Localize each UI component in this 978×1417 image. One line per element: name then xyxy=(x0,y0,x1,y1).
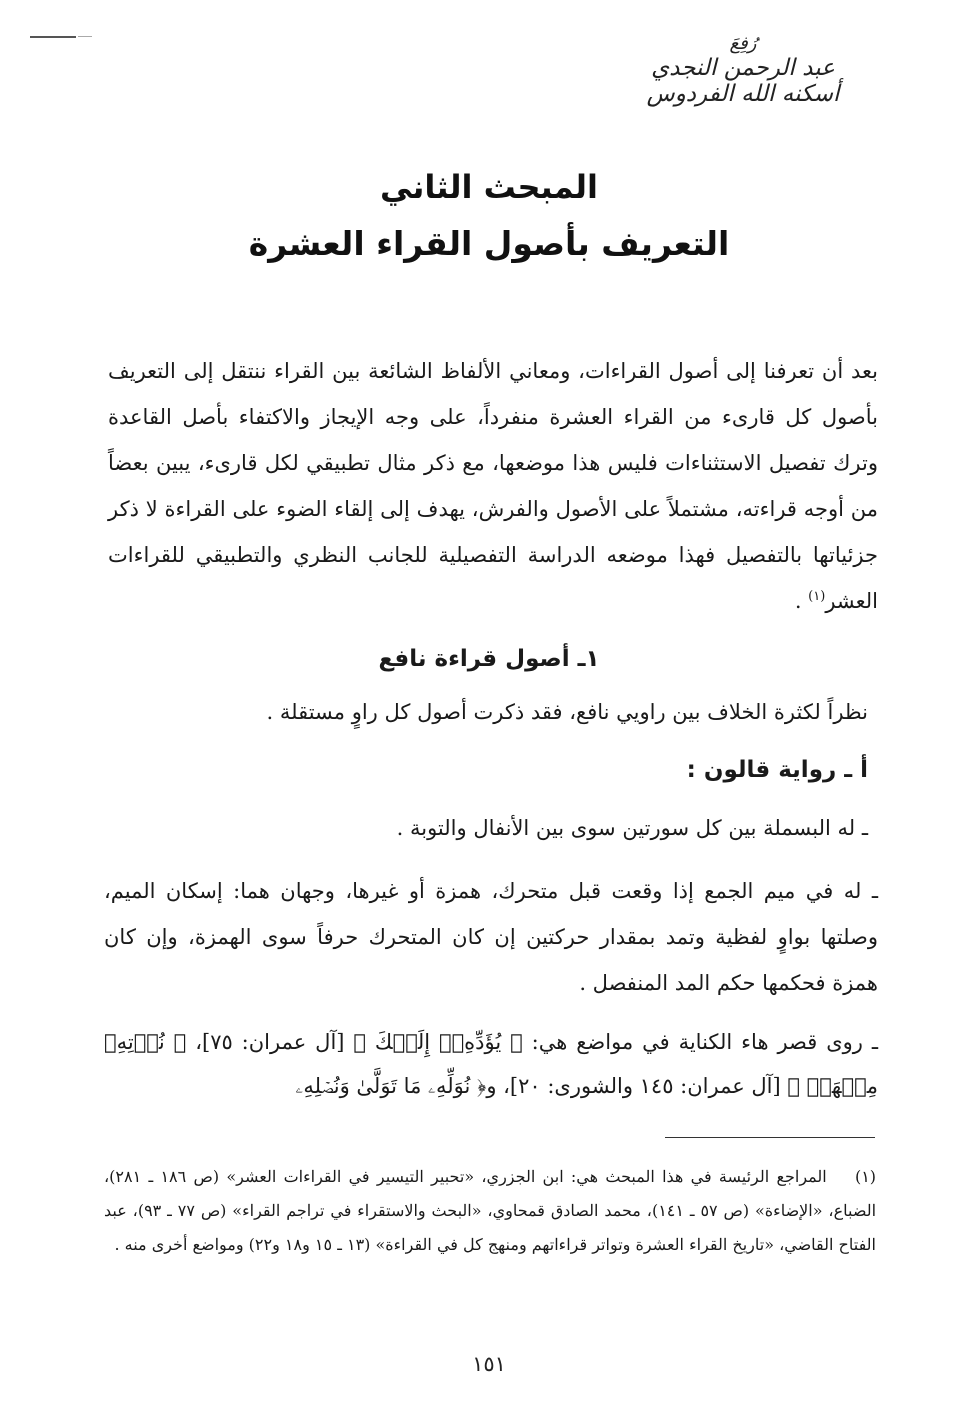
chapter-title: المبحث الثاني xyxy=(379,168,599,206)
intro-paragraph-text: بعد أن تعرفنا إلى أصول القراءات، ومعاني الألفاظ الشائعة بين القراء ننتقل إلى التعريف بأصول كل قارىء من القراء العشرة منفرداً، على وجه الإيجاز والاكتفاء بأصل القاعدة وترك تفصيل الاستثناءات فليس هذا موضعها، مع ذكر مثال تطبيقي لكل قارىء، يبين بعضاً من أوجه قراءته، مشتملاً على الأصول والفرش، يهدف إلى إلقاء الضوء على القراءة لا ذكر جزئياتها بالتفصيل فهذا موضعه الدراسة التفصيلية للجانب النظري والتطبيقي للقراءات العشر xyxy=(108,359,878,613)
footnote-text: المراجع الرئيسة في هذا المبحث هي: ابن الجزري، «تحبير التيسير في القراءات العشر» (ص ١٨٦ ـ ٢٨١)، الضباع، «الإضاءة» (ص ٥٧ ـ ١٤١)، محمد الصادق قمحاوي، «البحث والاستقراء في تراجم القراء» (ص ٧٧ ـ ٩٣)، عبد الفتاح القاضي، «تاريخ القراء العشرة وتواتر قراءاتهم ومنهج كل في القراءة» (١٣ ـ ١٥ و١٨ و٢٢) ومواضع أخرى منه . xyxy=(104,1167,877,1254)
scan-corner-mark-tail xyxy=(78,36,92,37)
footnote xyxy=(104,1160,876,1262)
intro-paragraph-end: . xyxy=(794,589,809,613)
footnote-reference: (١) xyxy=(808,589,826,604)
stamp-line-1: رُفِعَ xyxy=(729,33,757,54)
stamp-line-2: عبد الرحمن النجدي xyxy=(651,54,835,81)
uploader-stamp xyxy=(618,34,868,108)
ha-kinaya-rule: ـ روى قصر هاء الكناية في مواضع هي: ﴿ يُؤَدِّهِۦٓ إِلَيۡكَ ﴾ [آل عمران: ٧٥]، ﴿ نُؤۡتِهِۦ مِنۡهَاۗ ﴾ [آل عمران: ١٤٥ والشورى: ٢٠]، و﴿ نُوَلِّهِۦ مَا تَوَلَّىٰ وَنُصۡلِهِۦ xyxy=(104,1030,879,1098)
riwaya-heading: أ ـ رواية قالون : xyxy=(686,757,868,783)
intro-paragraph xyxy=(108,348,878,624)
page-number: ١٥١ xyxy=(472,1352,506,1376)
stamp-line-3: أسكنه الله الفردوس xyxy=(646,81,840,108)
chapter-subtitle: التعريف بأصول القراء العشرة xyxy=(248,224,730,263)
mim-jam-rule: ـ له في ميم الجمع إذا وقعت قبل متحرك، همزة أو غيرها، وجهان هما: إسكان الميم، وصلتها بواوٍ لفظية وتمد بمقدار حركتين إن كان المتحرك حرفاً سوى الهمزة، وإن كان همزة فحكمها حكم المد المنفصل . xyxy=(104,879,878,995)
footnote-number: (١) xyxy=(854,1167,877,1186)
basmala-rule: ـ له البسملة بين كل سورتين سوى بين الأنفال والتوبة . xyxy=(396,816,868,840)
scan-corner-mark xyxy=(30,36,76,38)
section-title: ١ـ أصول قراءة نافع xyxy=(378,646,600,672)
footnote-divider xyxy=(665,1137,875,1138)
section-intro: نظراً لكثرة الخلاف بين راويي نافع، فقد ذكرت أصول كل راوٍ مستقلة . xyxy=(266,700,868,724)
